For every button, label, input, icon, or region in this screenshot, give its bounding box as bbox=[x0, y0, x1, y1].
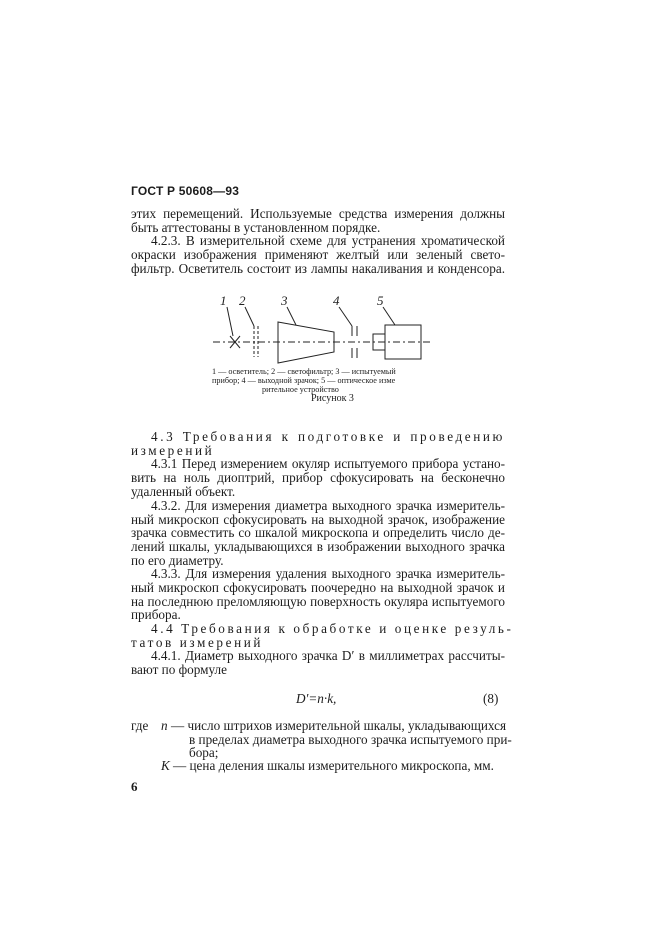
figure-label: 4 bbox=[333, 293, 340, 308]
figure-label: 5 bbox=[377, 293, 384, 308]
section-title: измерений bbox=[131, 443, 215, 458]
paragraph-line: фильтр. Осветитель состоит из лампы накаливания и конденсора. bbox=[131, 261, 505, 276]
figure-legend: прибор; 4 — выходной зрачок; 5 — оптическое изме bbox=[212, 376, 396, 385]
paragraph-line: ный микроскоп сфокусировать поочередно на выходной зрачок и bbox=[131, 580, 505, 595]
document-header: ГОСТ Р 50608—93 bbox=[131, 184, 240, 198]
paragraph-line: 4.3.2. Для измерения диаметра выходного зрачка измеритель- bbox=[151, 498, 505, 513]
paragraph-line: прибора. bbox=[131, 607, 181, 622]
figure-legend: рительное устройство bbox=[262, 385, 339, 394]
figure-label: 3 bbox=[281, 293, 288, 308]
paragraph-line: быть аттестованы в установленном порядке. bbox=[131, 220, 381, 235]
figure-legend: 1 — осветитель; 2 — светофильтр; 3 — испытуемый bbox=[212, 367, 396, 376]
paragraph-line: окраски изображения применяют желтый или зеленый свето- bbox=[131, 247, 505, 262]
paragraph-line: по его диаметру. bbox=[131, 553, 224, 568]
paragraph-line: вают по формуле bbox=[131, 662, 227, 677]
figure-label: 2 bbox=[239, 293, 246, 308]
formula-number: (8) bbox=[483, 691, 499, 706]
paragraph-line: на последнюю преломляющую поверхность окуляра испытуемого bbox=[131, 594, 505, 609]
variable-description: — число штрихов измерительной шкалы, укладывающихся bbox=[171, 718, 507, 733]
figure-label: 1 bbox=[220, 293, 227, 308]
paragraph-line: этих перемещений. Используемые средства измерения должны bbox=[131, 206, 505, 221]
variable-description: — цена деления шкалы измерительного микроскопа, мм. bbox=[173, 758, 494, 773]
section-title: татов измерений bbox=[131, 635, 264, 650]
variable-description: бора; bbox=[189, 745, 219, 760]
paragraph-line: ный микроскоп сфокусировать на выходной зрачок, изображение bbox=[131, 512, 505, 527]
variable-description: в пределах диаметра выходного зрачка испытуемого при- bbox=[189, 732, 512, 747]
paragraph-line: удаленный объект. bbox=[131, 484, 236, 499]
paragraph-line: 4.3.1 Перед измерением окуляр испытуемого прибора устано- bbox=[151, 456, 505, 471]
formula-expression: D′=n·k, bbox=[296, 691, 337, 706]
paragraph-line: 4.4.1. Диаметр выходного зрачка D′ в миллиметрах рассчиты- bbox=[151, 648, 505, 663]
section-title: 4.3 Требования к подготовке и проведению bbox=[151, 429, 505, 444]
paragraph-line: зрачка совместить со шкалой микроскопа и определить число де- bbox=[131, 525, 505, 540]
where-lead: где bbox=[131, 718, 149, 733]
paragraph-line: 4.2.3. В измерительной схеме для устранения хроматической bbox=[151, 233, 505, 248]
variable-symbol: n bbox=[161, 718, 168, 733]
paragraph-line: вить на ноль диоптрий, прибор сфокусировать на бесконечно bbox=[131, 470, 505, 485]
variable-symbol: K bbox=[161, 758, 170, 773]
section-title: 4.4 Требования к обработке и оценке резуль- bbox=[151, 621, 514, 636]
paragraph-line: 4.3.3. Для измерения удаления выходного зрачка измеритель- bbox=[151, 566, 505, 581]
page-number: 6 bbox=[131, 779, 138, 794]
paragraph-line: лений шкалы, укладывающихся в изображении выходного зрачка bbox=[131, 539, 505, 554]
figure-caption: Рисунок 3 bbox=[311, 393, 354, 404]
